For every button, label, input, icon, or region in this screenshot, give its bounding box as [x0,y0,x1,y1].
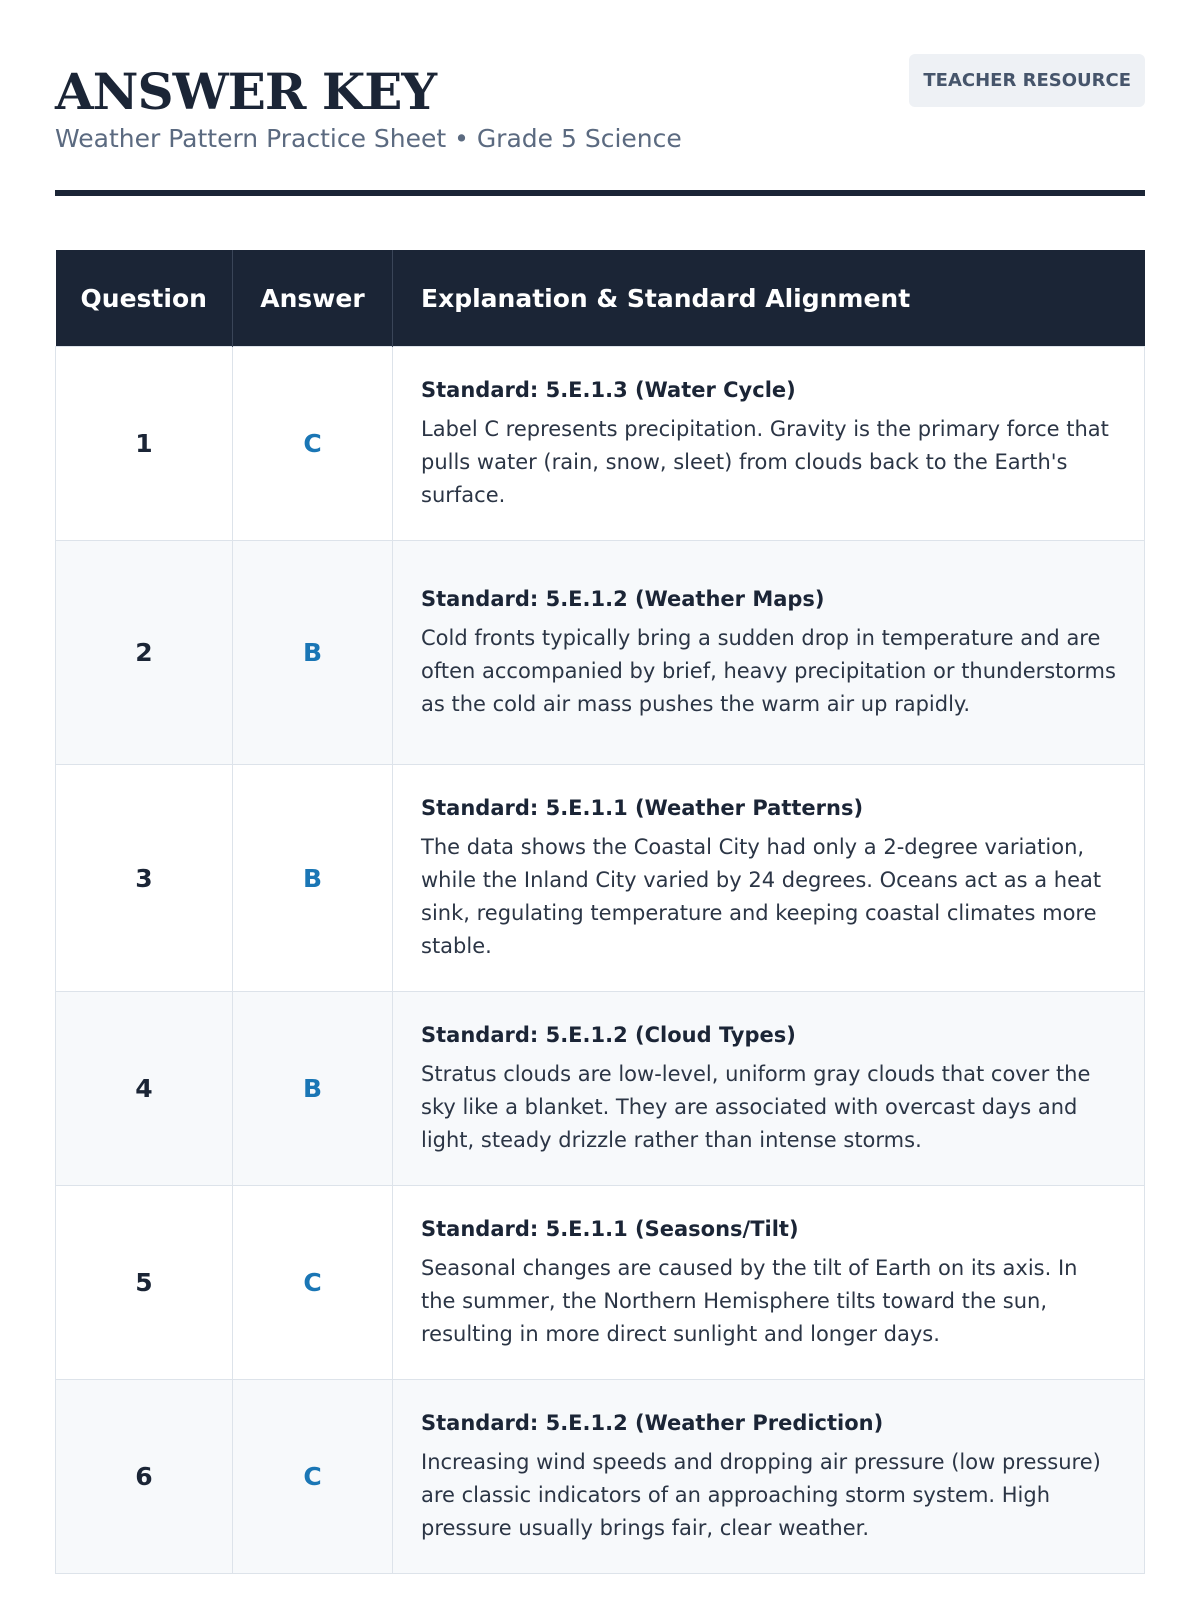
table-header-row [56,250,1145,347]
explanation-cell [393,765,1145,992]
table-row [56,347,1145,541]
answer-letter: C [233,347,393,541]
standard-label: Standard: 5.E.1.3 (Water Cycle) [421,378,796,402]
table-row [56,1380,1145,1574]
question-number: 4 [56,992,233,1186]
column-header-explanation: Explanation & Standard Alignment [393,250,1145,347]
explanation-text: Increasing wind speeds and dropping air pressure (low pressure) are classic indicators of an approaching storm system. High pressure usually brings fair, clear weather. [421,1450,1101,1540]
question-number: 1 [56,347,233,541]
answer-letter: B [233,992,393,1186]
explanation-cell [393,541,1145,765]
question-number: 5 [56,1186,233,1380]
explanation-text: Seasonal changes are caused by the tilt of Earth on its axis. In the summer, the Northern Hemisphere tilts toward the sun, resulting in more direct sunlight and longer days. [421,1256,1078,1346]
answer-letter: C [233,1380,393,1574]
standard-label: Standard: 5.E.1.2 (Weather Maps) [421,587,825,611]
answer-letter: B [233,541,393,765]
explanation-cell [393,992,1145,1186]
explanation-text: Label C represents precipitation. Gravity is the primary force that pulls water (rain, snow, sleet) from clouds back to the Earth's surface. [421,417,1109,507]
table-row [56,992,1145,1186]
explanation-text: Cold fronts typically bring a sudden drop in temperature and are often accompanied by brief, heavy precipitation or thunderstorms as the cold air mass pushes the warm air up rapidly. [421,626,1116,716]
question-number: 3 [56,765,233,992]
answer-letter: C [233,1186,393,1380]
question-number: 6 [56,1380,233,1574]
standard-label: Standard: 5.E.1.2 (Cloud Types) [421,1023,796,1047]
answer-letter: B [233,765,393,992]
explanation-text: Stratus clouds are low-level, uniform gray clouds that cover the sky like a blanket. They are associated with overcast days and light, steady drizzle rather than intense storms. [421,1062,1091,1152]
explanation-cell [393,347,1145,541]
table-row [56,1186,1145,1380]
standard-label: Standard: 5.E.1.2 (Weather Prediction) [421,1411,884,1435]
question-number: 2 [56,541,233,765]
teacher-resource-badge: TEACHER RESOURCE [909,54,1145,107]
explanation-cell [393,1186,1145,1380]
table-row [56,765,1145,992]
table-row [56,541,1145,765]
column-header-answer: Answer [233,250,393,347]
explanation-cell [393,1380,1145,1574]
page-title: ANSWER KEY [55,62,437,121]
standard-label: Standard: 5.E.1.1 (Weather Patterns) [421,796,864,820]
standard-label: Standard: 5.E.1.1 (Seasons/Tilt) [421,1217,799,1241]
page-header [55,54,1145,196]
page-subtitle: Weather Pattern Practice Sheet • Grade 5 Science [55,124,682,153]
column-header-question: Question [56,250,233,347]
answer-table [55,250,1145,1574]
explanation-text: The data shows the Coastal City had only a 2-degree variation, while the Inland City varied by 24 degrees. Oceans act as a heat sink, regulating temperature and keeping coastal climates more stable. [421,835,1102,958]
